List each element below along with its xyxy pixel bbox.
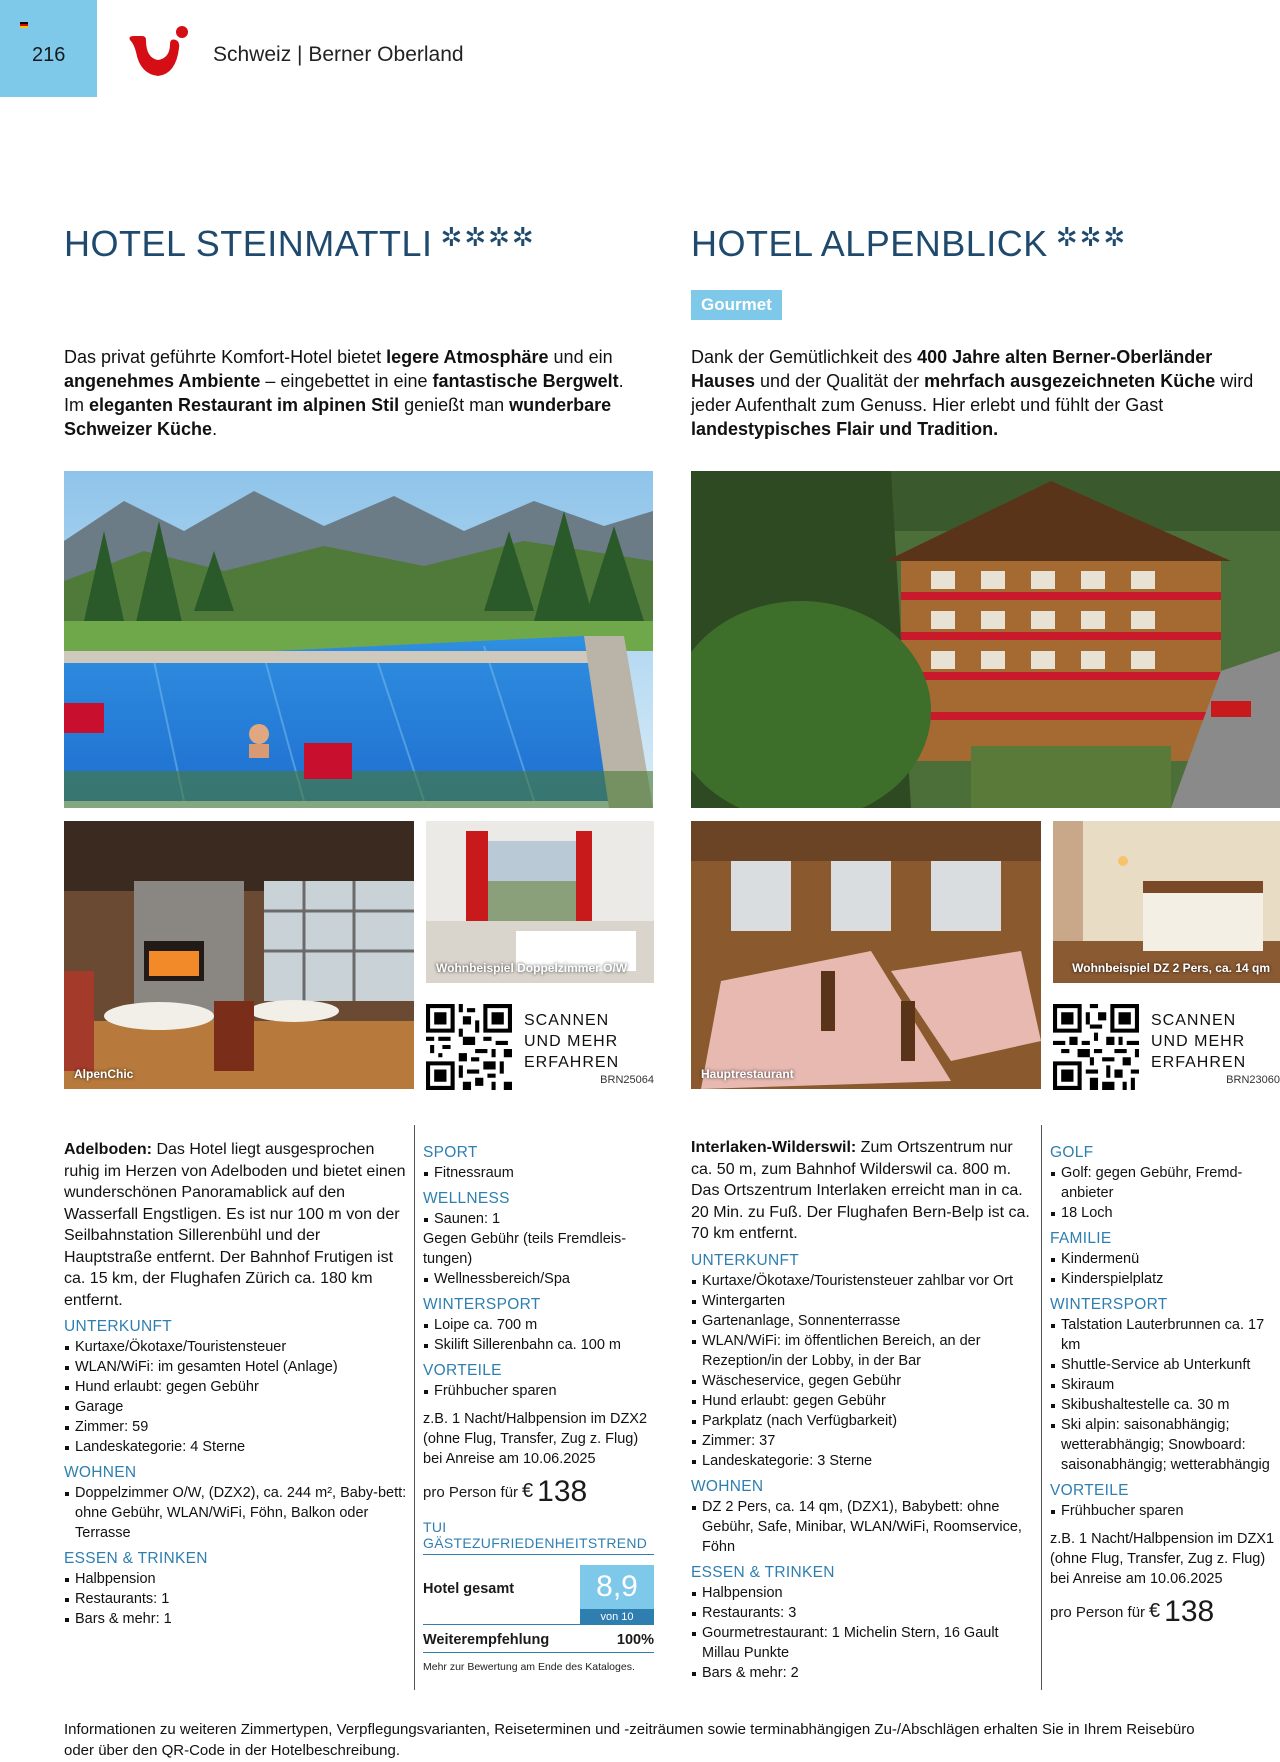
pool-photo — [64, 471, 653, 808]
feature-item: Landeskategorie: 4 Sterne — [64, 1437, 407, 1457]
hotel-details — [691, 1137, 1036, 1683]
feature-item: Hund erlaubt: gegen Gebühr — [691, 1391, 1036, 1411]
location-description: Interlaken-Wilderswil: Zum Ortszentrum nur ca. 50 m, zum Bahnhof Wilderswil ca. 800 m. Das Ortszentrum Interlaken erreicht man in ca. 20 Min. zu Fuß. Der Flughafen Bern-Belp ist ca. 70 km entfernt. — [691, 1139, 1030, 1242]
feature-item: Restaurants: 3 — [691, 1603, 1036, 1623]
intro-highlight: fantastische Bergwelt — [432, 371, 619, 391]
section-heading: SPORT — [423, 1144, 478, 1161]
section-heading: ESSEN & TRINKEN — [691, 1563, 835, 1581]
intro-text: Das privat geführte Komfort-Hotel bietet — [64, 347, 387, 367]
qr-label: SCANNEN UND MEHR ERFAHREN — [524, 1012, 620, 1071]
section-note: Gegen Gebühr (teils Fremdleis-tungen) — [423, 1231, 627, 1267]
location-description: Adelboden: Das Hotel liegt ausgesprochen ruhig im Herzen von Adelboden und bietet einen wunderschönen Panoramablick auf den Wasserfall Engstligen. Es ist nur 100 m von der Seilbahnstation Sillerenbühl und der Hauptstraße entfernt. Der Bahnhof Frutigen ist ca. 15 km, der Flughafen Zürich ca. 180 km entfernt. — [64, 1141, 406, 1309]
hotel-title: HOTEL STEINMATTLI ✲✲✲✲ — [64, 222, 536, 264]
intro-highlight: landestypisches Flair und Tradition. — [691, 419, 999, 439]
feature-item: Halbpension — [64, 1569, 407, 1589]
feature-item: Kindermenü — [1050, 1249, 1280, 1269]
feature-list — [1050, 1501, 1280, 1521]
feature-item: Bars & mehr: 1 — [64, 1609, 407, 1629]
feature-item: Kurtaxe/Ökotaxe/Touristensteuer zahlbar vor Ort — [691, 1271, 1036, 1291]
recommend-label: Weiterempfehlung — [423, 1632, 550, 1648]
feature-list — [1050, 1163, 1280, 1223]
hotel-details — [64, 1139, 407, 1629]
room-image — [1053, 821, 1280, 983]
offer-text: z.B. 1 Nacht/Halbpension im DZX1 (ohne Flug, Transfer, Zug z. Flug) bei Anreise am 10.06.2025 — [1050, 1531, 1275, 1587]
feature-item: Zimmer: 37 — [691, 1431, 1036, 1451]
section-heading: VORTEILE — [423, 1362, 502, 1379]
feature-list — [64, 1569, 407, 1629]
photo-caption: Hauptrestaurant — [701, 1067, 794, 1081]
page-number: 216 — [32, 44, 66, 66]
section-heading: WOHNEN — [64, 1464, 137, 1481]
feature-item: Wäscheservice, gegen Gebühr — [691, 1371, 1036, 1391]
feature-item: Wintergarten — [691, 1291, 1036, 1311]
rating-label: Hotel gesamt — [423, 1581, 515, 1597]
star-rating: ✲✲✲✲ — [440, 222, 536, 252]
intro-highlight: mehrfach ausgezeichneten Küche — [924, 371, 1216, 391]
feature-list — [691, 1271, 1036, 1471]
offer-text: z.B. 1 Nacht/Halbpension im DZX2 (ohne Flug, Transfer, Zug z. Flug) bei Anreise am 10.06.2025 — [423, 1411, 648, 1467]
feature-item: Kinderspielplatz — [1050, 1269, 1280, 1289]
feature-item: Hund erlaubt: gegen Gebühr — [64, 1377, 407, 1397]
star-rating: ✲✲✲ — [1055, 222, 1128, 252]
feature-item: WLAN/WiFi: im öffentlichen Bereich, an der Rezeption/in der Lobby, in der Bar — [691, 1331, 1036, 1371]
feature-item: Zimmer: 59 — [64, 1417, 407, 1437]
intro-text: genießt man — [399, 395, 510, 415]
footer-note: Informationen zu weiteren Zimmertypen, Verpflegungsvarianten, Reiseterminen und -zeiträumen sowie terminabhängigen Zu-/Abschlägen erhalten Sie in Ihrem Reisebüro oder über den QR-Code in der Hotelbeschreibung. — [64, 1721, 1195, 1759]
feature-list — [1050, 1315, 1280, 1475]
feature-item: Gartenanlage, Sonnenterrasse — [691, 1311, 1036, 1331]
section-heading: WOHNEN — [691, 1477, 764, 1495]
feature-list — [691, 1583, 1036, 1683]
section-heading: WELLNESS — [423, 1190, 510, 1207]
section-heading: WINTERSPORT — [423, 1296, 541, 1313]
room-photo — [426, 821, 654, 983]
feature-list — [423, 1163, 654, 1183]
feature-item: Skibushaltestelle ca. 30 m — [1050, 1395, 1280, 1415]
feature-item: Shuttle-Service ab Unterkunft — [1050, 1355, 1280, 1375]
feature-item: Saunen: 1 — [423, 1209, 654, 1229]
feature-item: Doppelzimmer O/W, (DZX2), ca. 244 m², Baby-bett: ohne Gebühr, WLAN/WiFi, Föhn, Balkon oder Terrasse — [64, 1483, 407, 1543]
hotel-intro — [64, 345, 634, 441]
column-divider — [1041, 1125, 1042, 1690]
booking-code: BRN23060 — [1226, 1074, 1280, 1086]
section-heading: UNTERKUNFT — [64, 1318, 173, 1335]
intro-highlight: angenehmes Ambiente — [64, 371, 261, 391]
gourmet-badge: Gourmet — [691, 290, 782, 320]
feature-item: 18 Loch — [1050, 1203, 1280, 1223]
qr-code-icon[interactable] — [1053, 1004, 1139, 1090]
room-photo — [1053, 821, 1280, 983]
feature-item: Fitnessraum — [423, 1163, 654, 1183]
chalet-photo — [691, 471, 1280, 808]
feature-item: Wellnessbereich/Spa — [423, 1269, 654, 1289]
hotel-title: HOTEL ALPENBLICK ✲✲✲ — [691, 222, 1128, 264]
intro-highlight: wunderbare Schweizer Küche — [64, 395, 612, 439]
restaurant-photo — [64, 821, 414, 1089]
restaurant-image — [64, 821, 414, 1089]
hotel-features — [423, 1137, 654, 1673]
score-badge: 8,9 von 10 — [580, 1565, 654, 1625]
feature-item: Frühbucher sparen — [1050, 1501, 1280, 1521]
feature-item: Skiraum — [1050, 1375, 1280, 1395]
feature-item: Golf: gegen Gebühr, Fremd-anbieter — [1050, 1163, 1280, 1203]
price: pro Person für € 138 — [1050, 1595, 1215, 1628]
intro-text: wird jeder Aufenthalt zum Genuss. Hier erlebt und fühlt der Gast — [691, 371, 1254, 415]
qr-block[interactable] — [1053, 1004, 1280, 1090]
section-heading: UNTERKUNFT — [691, 1251, 800, 1269]
intro-highlight: legere Atmosphäre — [386, 347, 549, 367]
feature-item: Bars & mehr: 2 — [691, 1663, 1036, 1683]
intro-highlight: eleganten Restaurant im alpinen Stil — [89, 395, 400, 415]
feature-item: Landeskategorie: 3 Sterne — [691, 1451, 1036, 1471]
feature-item: Skilift Sillerenbahn ca. 100 m — [423, 1335, 654, 1355]
photo-caption: AlpenChic — [74, 1067, 134, 1081]
feature-item: Halbpension — [691, 1583, 1036, 1603]
photo-caption: Wohnbeispiel Doppelzimmer O/W — [436, 961, 628, 975]
rating-note: Mehr zur Bewertung am Ende des Kataloges. — [423, 1661, 635, 1673]
feature-item: Restaurants: 1 — [64, 1589, 407, 1609]
breadcrumb: Schweiz | Berner Oberland — [213, 43, 464, 66]
recommend-value: 100% — [616, 1632, 654, 1648]
feature-item: Loipe ca. 700 m — [423, 1315, 654, 1335]
price: pro Person für € 138 — [423, 1475, 588, 1508]
page-number-tab — [0, 0, 97, 97]
section-heading: VORTEILE — [1050, 1482, 1129, 1499]
photo-caption: Wohnbeispiel DZ 2 Pers, ca. 14 qm — [1072, 961, 1270, 975]
intro-text: und der Qualität der — [755, 371, 925, 391]
restaurant-photo — [691, 821, 1041, 1089]
booking-code: BRN25064 — [600, 1074, 654, 1086]
tui-logo — [124, 24, 192, 80]
qr-code-icon[interactable] — [426, 1004, 512, 1090]
section-heading: FAMILIE — [1050, 1230, 1112, 1247]
guest-rating — [423, 1519, 654, 1673]
intro-text: . — [212, 419, 218, 439]
intro-text: und ein — [548, 347, 613, 367]
qr-block[interactable] — [426, 1004, 654, 1090]
feature-item: Frühbucher sparen — [423, 1381, 654, 1401]
section-heading: WINTERSPORT — [1050, 1296, 1168, 1313]
feature-item: Talstation Lauterbrunnen ca. 17 km — [1050, 1315, 1280, 1355]
room-image — [426, 821, 654, 983]
feature-list — [423, 1381, 654, 1401]
feature-item: Gourmetrestaurant: 1 Michelin Stern, 16 Gault Millau Punkte — [691, 1623, 1036, 1663]
qr-label: SCANNEN UND MEHR ERFAHREN — [1151, 1012, 1247, 1071]
germany-flag-icon — [20, 22, 28, 28]
intro-highlight: 400 Jahre alten Berner-Oberländer Hauses — [691, 347, 1213, 391]
intro-text: – eingebettet in eine — [260, 371, 433, 391]
rating-title: TUI GÄSTEZUFRIEDENHEITSTREND — [423, 1519, 654, 1555]
feature-item: Ski alpin: saisonabhängig; wetterabhängig; Snowboard: saisonabhängig; wetterabhängig — [1050, 1415, 1280, 1475]
feature-item: WLAN/WiFi: im gesamten Hotel (Anlage) — [64, 1357, 407, 1377]
feature-list — [691, 1497, 1036, 1557]
column-divider — [414, 1125, 415, 1690]
section-heading: GOLF — [1050, 1144, 1094, 1161]
feature-list — [423, 1209, 654, 1229]
feature-list — [1050, 1249, 1280, 1289]
restaurant-image — [691, 821, 1041, 1089]
hotel-features — [1050, 1137, 1280, 1629]
feature-list — [423, 1315, 654, 1355]
intro-text: Dank der Gemütlichkeit des — [691, 347, 918, 367]
feature-list — [64, 1337, 407, 1457]
feature-item: Kurtaxe/Ökotaxe/Touristensteuer — [64, 1337, 407, 1357]
intro-text: . Im — [64, 371, 624, 415]
feature-item: Garage — [64, 1397, 407, 1417]
section-heading: ESSEN & TRINKEN — [64, 1550, 208, 1567]
hotel-intro — [691, 345, 1271, 441]
feature-item: DZ 2 Pers, ca. 14 qm, (DZX1), Babybett: ohne Gebühr, Safe, Minibar, WLAN/WiFi, Roomservice, Föhn — [691, 1497, 1036, 1557]
feature-item: Parkplatz (nach Verfügbarkeit) — [691, 1411, 1036, 1431]
feature-list — [64, 1483, 407, 1543]
feature-list — [423, 1269, 654, 1289]
